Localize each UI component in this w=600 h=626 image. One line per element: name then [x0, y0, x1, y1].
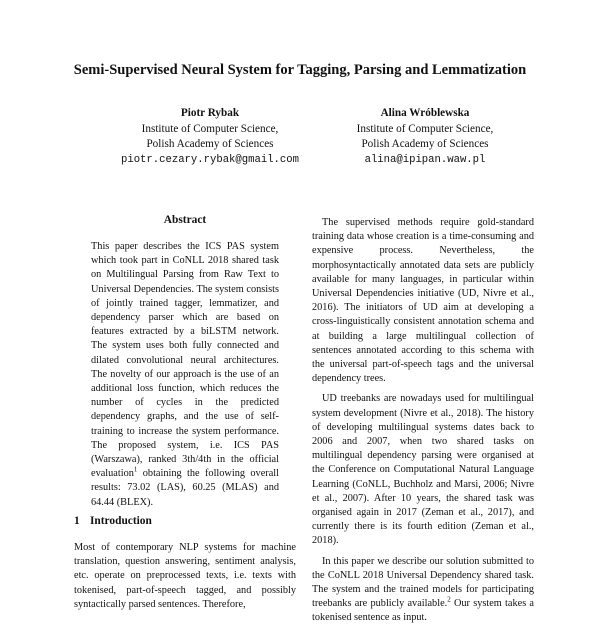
author-name: Alina Wróblewska	[380, 107, 470, 119]
author-block-rybak	[95, 106, 325, 168]
abstract-heading: Abstract	[163, 214, 207, 226]
paragraph-text-continued: Our system takes a tokenised sentence as input.	[312, 598, 535, 624]
paper-title: Semi-Supervised Neural System for Tagging, Parsing and Lemmatization	[73, 62, 527, 78]
paragraph-supervised-methods: The supervised methods require gold-standard training data whose creation is a time-consuming and expensive process. Nevertheless, the morphosyntactically annotated data sets are publicly available for many languages, in particular within Universal Dependencies initiative (UD, Nivre et al., 2016). The initiators of UD aim at developing a cross-linguistically consistent annotation schema and at building a large multilingual collection of sentences annotated according to this schema with the universal part-of-speech tags and the universal dependency trees.	[312, 217, 534, 385]
footnote-marker[interactable]: 1	[133, 465, 138, 474]
author-email[interactable]: piotr.cezary.rybak@gmail.com	[120, 153, 299, 166]
paragraph-text: In this paper we describe our solution submitted to the CoNLL 2018 Universal Dependency shared task. The system and the trained models for participating treebanks are publicly available.	[312, 555, 534, 610]
author-affiliation-academy: Polish Academy of Sciences	[361, 138, 489, 150]
right-column-body	[312, 216, 534, 626]
section-heading-introduction	[74, 515, 152, 527]
paragraph-ud-treebanks: UD treebanks are nowadays used for multilingual system development (Nivre et al., 2018). The history of developing multilingual systems dates back to 2006 and 2007, when two shared tasks on multilingual dependency parsing were organised at the Conference on Computational Natural Language Learning (CoNLL, Buchholz and Marsi, 2006; Nivre et al., 2007). After 10 years, the shared task was organised again in 2017 (Zeman et al., 2017), and currently there is its fourth edition (Zeman et al., 2018).	[312, 393, 534, 547]
author-affiliation-academy: Polish Academy of Sciences	[146, 138, 274, 150]
abstract-text: This paper describes the ICS PAS system which took part in CoNLL 2018 shared task on Multilingual Parsing from Raw Text to Universal Dependencies. The system consists of jointly trained tagger, lemmatizer, and dependency parser which are based on features extracted by a biLSTM network. The system uses both fully connected and dilated convolutional neural architectures. The novelty of our approach is the use of an additional loss function, which reduces the number of cycles in the predicted dependency graphs, and the use of self-training to increase the system performance. The proposed system, i.e. ICS PAS (Warszawa), ranked 3th/4th in the official evaluation	[91, 241, 279, 480]
author-name: Piotr Rybak	[180, 107, 240, 119]
author-affiliation-institute: Institute of Computer Science,	[141, 122, 279, 135]
section-title: Introduction	[90, 515, 152, 527]
author-email[interactable]: alina@ipipan.waw.pl	[364, 153, 486, 166]
abstract-body	[91, 240, 279, 510]
footnote-marker[interactable]: 2	[447, 595, 451, 604]
introduction-body: Most of contemporary NLP systems for machine translation, question answering, sentiment analysis, etc. operate on preprocessed texts, i.e. texts with tokenised, part-of-speech tagged, and possibly syntactically parsed sentences. Therefore,	[74, 542, 296, 610]
author-affiliation-institute: Institute of Computer Science,	[356, 122, 494, 135]
abstract-text-continued: obtaining the following overall results: 73.02 (LAS), 60.25 (MLAS) and 64.44 (BLEX).	[91, 468, 279, 508]
paragraph-our-solution	[312, 555, 534, 626]
author-block-wroblewska	[300, 106, 550, 168]
section-number: 1	[74, 515, 80, 527]
